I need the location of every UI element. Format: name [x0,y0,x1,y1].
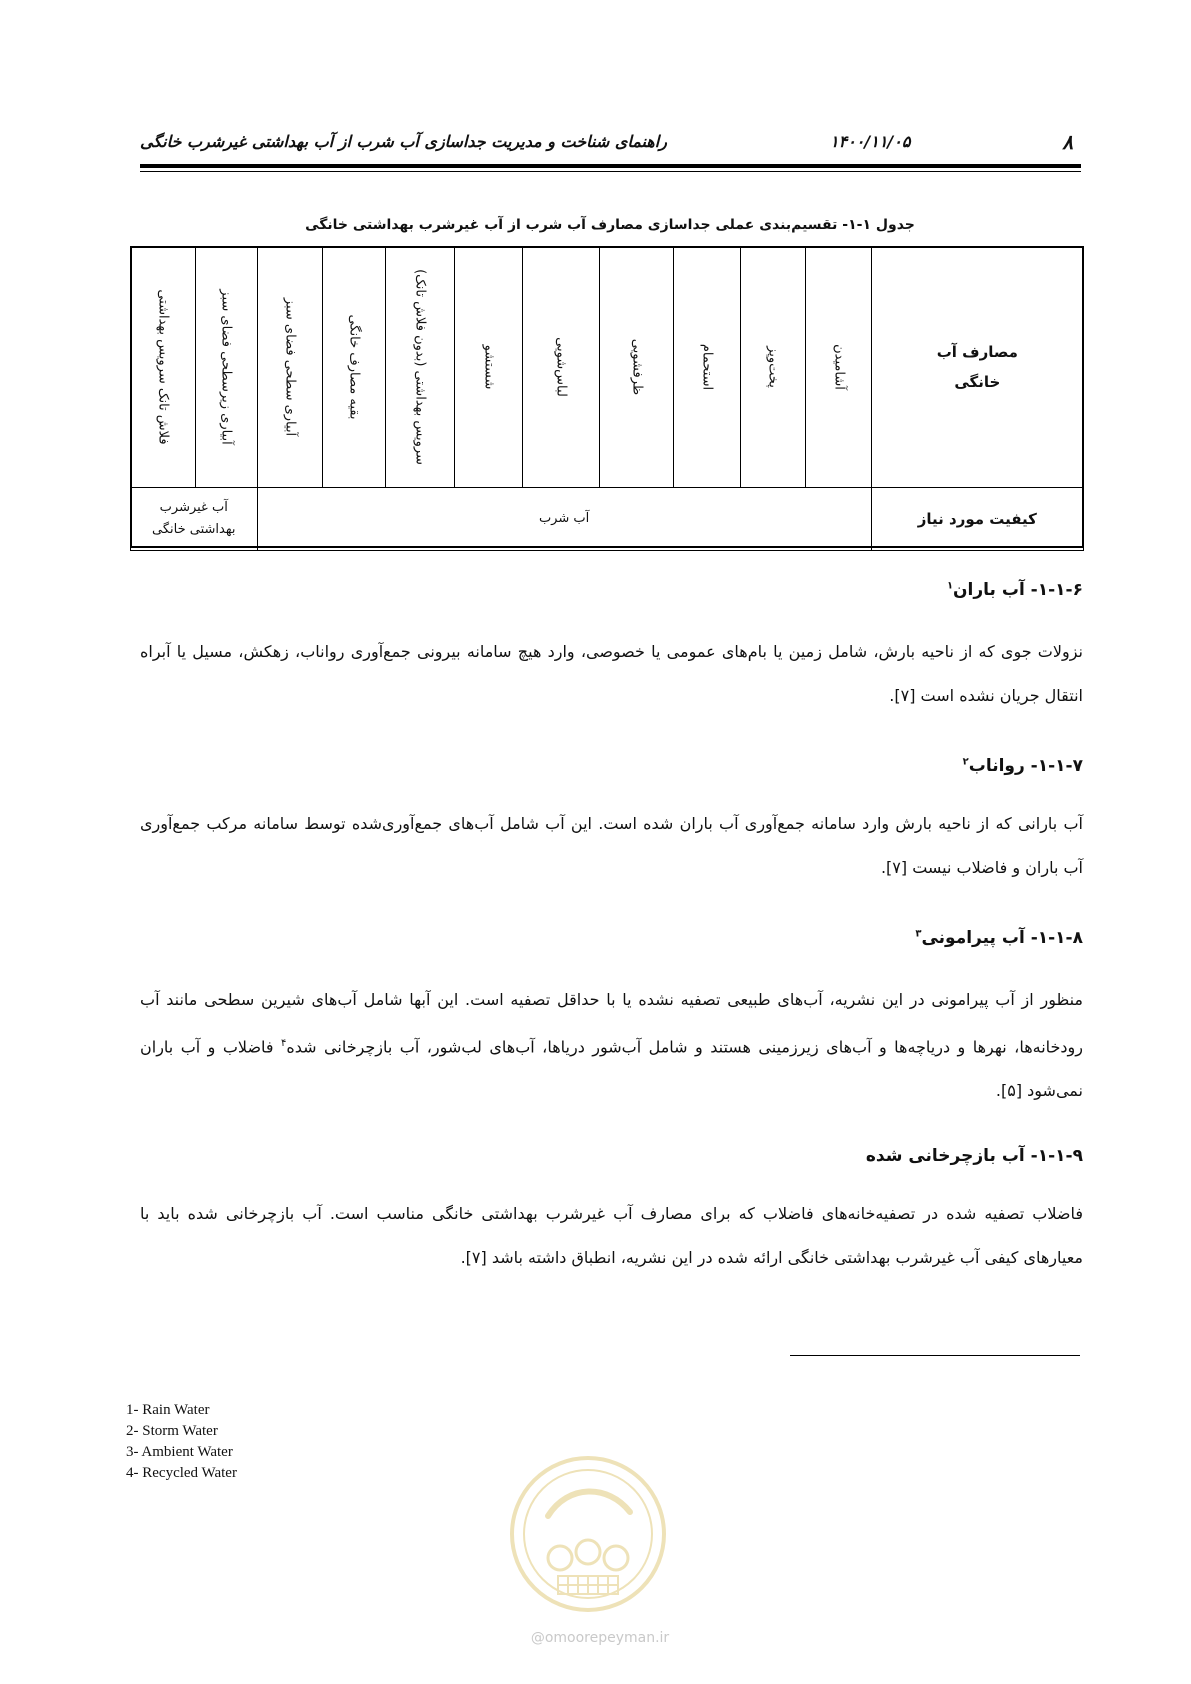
section-body-ambient-water: منظور از آب پیرامونی در این نشریه، آب‌های طبیعی تصفیه نشده یا با حداقل تصفیه است. این آبها شامل آب‌های شیرین سطحی مانند آب رودخانه‌ها، نهرها و دریاچه‌ها و آب‌های زیرزمینی هستند و شامل آب‌شور دریاها، آب‌های لب‌شور، آب بازچرخانی شده$^۴$ فاضلاب و آب باران نمی‌شود [۵]. [140,990,1084,1101]
footnote-item: 1- Rain Water [126,1402,210,1418]
table-col-bathing: استحمام [673,247,740,488]
stamp-logo [508,1454,668,1614]
quality-nonpotable: آب غیرشرب بهداشتی خانگی [131,488,258,551]
table-col-washing: شستشو [455,247,522,488]
watermark-text: @omoorepeyman.ir [530,1630,670,1646]
footnotes [126,1400,237,1484]
table-col-flush-tank: فلاش تانک سرویس بهداشتی [131,247,196,488]
page-header [140,122,1081,178]
table-col-surface-irrigation: آبیاری سطحی فضای سبز [257,247,322,488]
table-col-subsurface-irrigation: آبیاری زیرسطحی فضای سبز [196,247,257,488]
footnote-rule [790,1355,1080,1356]
page-number: ۸ [1062,130,1073,154]
table-caption: جدول ۱-۱- تقسیم‌بندی عملی جداسازی مصارف آب شرب از آب غیرشرب بهداشتی خانگی [305,217,915,233]
quality-head: کیفیت مورد نیاز [871,488,1083,551]
table-col-cooking: پخت‌وپز [741,247,806,488]
footnote-mark: ۴ [281,1038,287,1049]
table-col-dishwashing: ظرفشویی [600,247,673,488]
table-col-laundry: لباس‌شویی [522,247,600,488]
footnote-item: 2- Storm Water [126,1423,218,1439]
section-body-recycled-water: فاضلاب تصفیه شده در تصفیه‌خانه‌های فاضلاب که برای مصارف آب غیرشرب بهداشتی خانگی مناسب است. آب بازچرخانی شده باید با معیارهای کیفی آب غیرشرب بهداشتی خانگی ارائه شده در این نشریه، انطباق داشته باشد [۷]. [140,1204,1083,1267]
footnote-item: 4- Recycled Water [126,1465,237,1481]
footnote-item: 3- Ambient Water [126,1444,233,1460]
footnote-mark: ۳ [915,928,922,940]
section-body-rainwater: نزولات جوی که از ناحیه بارش، شامل زمین یا بام‌های عمومی یا خصوصی، وارد هیچ سامانه بیرونی جمع‌آوری رواناب، زهکش، مسیل یا آبراه انتقال جریان نشده است [۷]. [140,642,1083,705]
section-heading-rainwater: ۱-۱-۶- آب باران$^۱$ [946,580,1083,600]
header-rule-thin [140,171,1081,172]
section-body-storm-water: آب بارانی که از ناحیه بارش وارد سامانه جمع‌آوری آب باران شده است. این آب شامل آب‌های جمع‌آوری‌شده توسط سامانه مرکب جمع‌آوری آب باران و فاضلاب نیست [۷]. [140,814,1083,877]
footnote-mark: ۲ [962,756,969,768]
header-title: راهنمای شناخت و مدیریت جداسازی آب شرب از آب بهداشتی غیرشرب خانگی [140,132,667,151]
table-row-head: مصارف آب خانگی [871,247,1083,488]
quality-potable: آب شرب [257,488,871,551]
header-rule-thick [140,164,1081,168]
table-col-toilet: سرویس بهداشتی (بدون فلاش تانک) [386,247,455,488]
table-col-drinking: آشامیدن [806,247,871,488]
section-heading-ambient-water: ۱-۱-۸- آب پیرامونی$^۳$ [915,928,1083,948]
footnote-mark: ۱ [946,580,954,592]
table-col-other-uses: بقیه مصارف خانگی [322,247,385,488]
header-date: ۱۴۰۰/۱۱/۰۵ [830,132,911,151]
section-heading-storm-water: ۱-۱-۷- رواناب$^۲$ [962,756,1083,776]
section-heading-recycled-water: ۱-۱-۹- آب بازچرخانی شده [865,1146,1083,1166]
usage-table [130,246,1084,551]
